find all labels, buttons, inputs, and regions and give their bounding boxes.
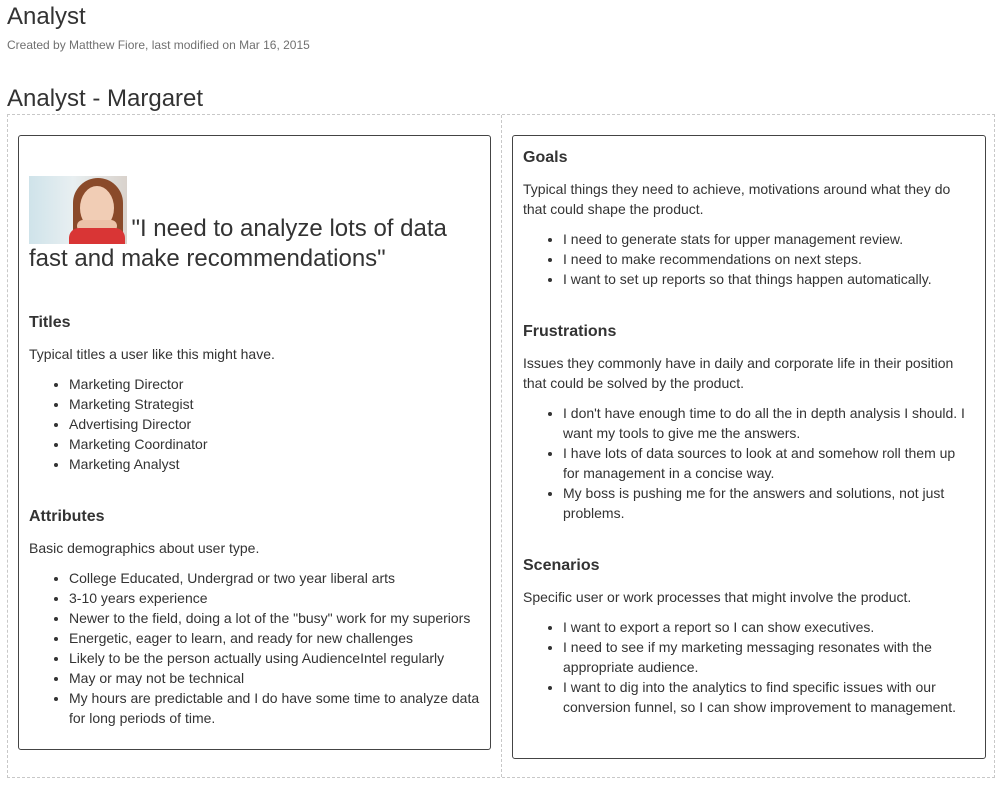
scenarios-section (523, 556, 975, 717)
list-item: • I need to see if my marketing messaging resonates with the appropriate audience. (563, 637, 975, 677)
goals-section (523, 148, 975, 289)
section-title: Analyst - Margaret (7, 85, 204, 112)
list-item: • I want to dig into the analytics to find specific issues with our conversion funnel, so I can show improvement to management. (563, 677, 975, 717)
two-column-layout (7, 114, 995, 778)
list-item: • Marketing Strategist (69, 394, 484, 414)
list-item: • Marketing Director (69, 374, 484, 394)
list-item: • Likely to be the person actually using AudienceIntel regularly (69, 648, 484, 668)
frustrations-section (523, 322, 975, 523)
frustrations-heading: Frustrations (523, 323, 617, 340)
persona-quote-block (29, 176, 479, 274)
list-item: • I want to export a report so I can show executives. (563, 617, 975, 637)
titles-description: Typical titles a user like this might have. (29, 346, 275, 362)
list-item: • Marketing Coordinator (69, 434, 484, 454)
list-item: • I have lots of data sources to look at and somehow roll them up for management in a concise way. (563, 443, 975, 483)
attributes-heading: Attributes (29, 508, 105, 525)
list-item: • Energetic, eager to learn, and ready for new challenges (69, 628, 484, 648)
frustrations-description: Issues they commonly have in daily and corporate life in their position that could be solved by the product. (523, 355, 954, 391)
frustrations-list (523, 403, 975, 523)
list-item: • I need to generate stats for upper management review. (563, 229, 975, 249)
list-item: • I want to set up reports so that things happen automatically. (563, 269, 975, 289)
list-item: • My boss is pushing me for the answers and solutions, not just problems. (563, 483, 975, 523)
list-item: • 3-10 years experience (69, 588, 484, 608)
list-item: • Marketing Analyst (69, 454, 484, 474)
titles-heading: Titles (29, 314, 71, 331)
woman-portrait-icon (29, 176, 127, 244)
persona-quote: "I need to analyze lots of data fast and make recommendations" (29, 215, 447, 272)
list-item: • I need to make recommendations on next steps. (563, 249, 975, 269)
attributes-section (29, 507, 484, 728)
list-item: • My hours are predictable and I do have some time to analyze data for long periods of time. (69, 688, 484, 728)
attributes-description: Basic demographics about user type. (29, 540, 260, 556)
attributes-list (29, 568, 484, 728)
persona-panel-right (512, 135, 986, 759)
list-item: • May or may not be technical (69, 668, 484, 688)
goals-list (523, 229, 975, 289)
titles-list (29, 374, 484, 474)
column-divider (501, 115, 502, 777)
scenarios-heading: Scenarios (523, 557, 600, 574)
goals-description: Typical things they need to achieve, motivations around what they do that could shape the product. (523, 181, 951, 217)
list-item: • Newer to the field, doing a lot of the "busy" work for my superiors (69, 608, 484, 628)
goals-heading: Goals (523, 149, 568, 166)
persona-panel-left (18, 135, 491, 750)
list-item: • I don't have enough time to do all the in depth analysis I should. I want my tools to give me the answers. (563, 403, 975, 443)
titles-section (29, 313, 484, 474)
page-title: Analyst (7, 3, 86, 30)
scenarios-list (523, 617, 975, 717)
list-item: • College Educated, Undergrad or two year liberal arts (69, 568, 484, 588)
scenarios-description: Specific user or work processes that might involve the product. (523, 589, 912, 605)
list-item: • Advertising Director (69, 414, 484, 434)
page-metadata: Created by Matthew Fiore, last modified on Mar 16, 2015 (7, 38, 310, 52)
